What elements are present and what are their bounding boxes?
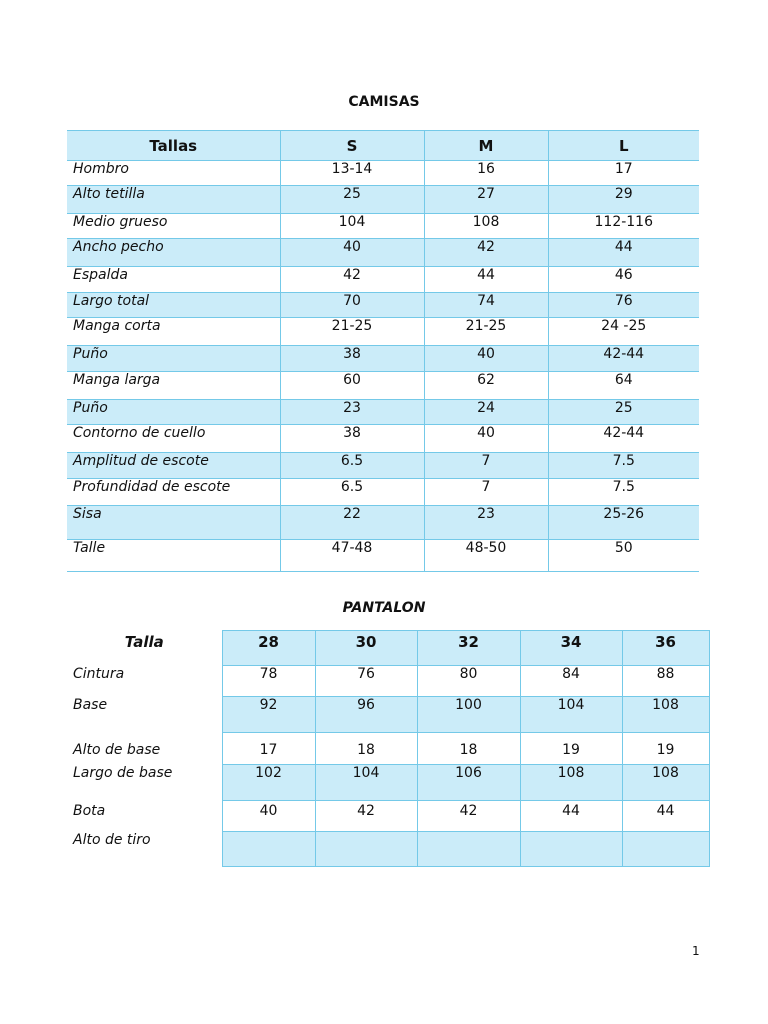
row-label: Contorno de cuello bbox=[67, 425, 280, 453]
cell-32: 42 bbox=[417, 801, 520, 832]
cell-30: 96 bbox=[315, 697, 417, 733]
table-row bbox=[67, 293, 699, 318]
table-row bbox=[67, 186, 699, 214]
pantalon-title: PANTALON bbox=[342, 600, 426, 616]
table-row bbox=[67, 318, 699, 346]
cell-s: 13-14 bbox=[280, 161, 424, 186]
cell-32: 18 bbox=[417, 733, 520, 765]
cell-s: 25 bbox=[280, 186, 424, 214]
table-row bbox=[67, 765, 709, 801]
table-row bbox=[67, 425, 699, 453]
cell-l: 25 bbox=[548, 400, 699, 425]
cell-m: 16 bbox=[424, 161, 548, 186]
page-number: 1 bbox=[692, 944, 700, 958]
cell-30: 42 bbox=[315, 801, 417, 832]
column-header-30: 30 bbox=[315, 631, 417, 666]
cell-28 bbox=[222, 832, 315, 867]
table-row bbox=[67, 666, 709, 697]
cell-s: 47-48 bbox=[280, 540, 424, 572]
cell-s: 40 bbox=[280, 239, 424, 267]
row-label: Alto de base bbox=[73, 741, 161, 758]
cell-36: 108 bbox=[622, 765, 709, 801]
cell-s: 38 bbox=[280, 346, 424, 372]
cell-s: 21-25 bbox=[280, 318, 424, 346]
column-header-s: S bbox=[280, 131, 424, 161]
table-row bbox=[67, 733, 709, 765]
table-row bbox=[67, 267, 699, 293]
row-label: Puño bbox=[67, 346, 280, 372]
table-row bbox=[67, 801, 709, 832]
cell-34 bbox=[520, 832, 622, 867]
row-label: Hombro bbox=[67, 161, 280, 186]
cell-l: 7.5 bbox=[548, 479, 699, 506]
row-label: Sisa bbox=[67, 506, 280, 540]
cell-l: 44 bbox=[548, 239, 699, 267]
table-row bbox=[67, 453, 699, 479]
row-label: Cintura bbox=[73, 665, 125, 682]
table-row bbox=[67, 161, 699, 186]
cell-28: 78 bbox=[222, 666, 315, 697]
cell-28: 102 bbox=[222, 765, 315, 801]
table-row bbox=[67, 506, 699, 540]
cell-l: 64 bbox=[548, 372, 699, 400]
cell-l: 50 bbox=[548, 540, 699, 572]
cell-l: 42-44 bbox=[548, 425, 699, 453]
cell-30: 104 bbox=[315, 765, 417, 801]
row-label: Profundidad de escote bbox=[67, 479, 280, 506]
cell-36: 108 bbox=[622, 697, 709, 733]
column-header-34: 34 bbox=[520, 631, 622, 666]
table-row bbox=[67, 832, 709, 867]
row-label: Alto de tiro bbox=[73, 831, 151, 848]
row-label: Base bbox=[73, 696, 108, 713]
cell-m: 40 bbox=[424, 425, 548, 453]
cell-32: 106 bbox=[417, 765, 520, 801]
column-header-m: M bbox=[424, 131, 548, 161]
camisas-table bbox=[67, 130, 699, 572]
cell-36: 19 bbox=[622, 733, 709, 765]
cell-28: 92 bbox=[222, 697, 315, 733]
row-label: Espalda bbox=[67, 267, 280, 293]
cell-m: 108 bbox=[424, 214, 548, 239]
cell-34: 44 bbox=[520, 801, 622, 832]
column-header-36: 36 bbox=[622, 631, 709, 666]
table-row bbox=[67, 400, 699, 425]
table-row bbox=[67, 697, 709, 733]
cell-m: 74 bbox=[424, 293, 548, 318]
cell-28: 40 bbox=[222, 801, 315, 832]
row-label: Ancho pecho bbox=[67, 239, 280, 267]
cell-l: 29 bbox=[548, 186, 699, 214]
cell-32 bbox=[417, 832, 520, 867]
row-label: Medio grueso bbox=[67, 214, 280, 239]
cell-36: 44 bbox=[622, 801, 709, 832]
table-row bbox=[67, 540, 699, 572]
row-label: Talle bbox=[67, 540, 280, 572]
cell-s: 23 bbox=[280, 400, 424, 425]
cell-s: 6.5 bbox=[280, 479, 424, 506]
cell-32: 100 bbox=[417, 697, 520, 733]
cell-30: 18 bbox=[315, 733, 417, 765]
cell-30 bbox=[315, 832, 417, 867]
cell-34: 104 bbox=[520, 697, 622, 733]
cell-s: 38 bbox=[280, 425, 424, 453]
column-header-tallas: Tallas bbox=[67, 131, 280, 161]
cell-l: 25-26 bbox=[548, 506, 699, 540]
cell-l: 46 bbox=[548, 267, 699, 293]
cell-m: 7 bbox=[424, 453, 548, 479]
row-label: Largo total bbox=[67, 293, 280, 318]
cell-m: 21-25 bbox=[424, 318, 548, 346]
cell-36 bbox=[622, 832, 709, 867]
cell-l: 112-116 bbox=[548, 214, 699, 239]
cell-m: 24 bbox=[424, 400, 548, 425]
cell-30: 76 bbox=[315, 666, 417, 697]
cell-28: 17 bbox=[222, 733, 315, 765]
column-header-l: L bbox=[548, 131, 699, 161]
table-row bbox=[67, 214, 699, 239]
cell-32: 80 bbox=[417, 666, 520, 697]
cell-s: 60 bbox=[280, 372, 424, 400]
table-row bbox=[67, 372, 699, 400]
cell-l: 76 bbox=[548, 293, 699, 318]
row-label: Bota bbox=[73, 802, 106, 819]
cell-l: 7.5 bbox=[548, 453, 699, 479]
cell-m: 27 bbox=[424, 186, 548, 214]
table-row bbox=[67, 346, 699, 372]
row-label: Amplitud de escote bbox=[67, 453, 280, 479]
row-label: Largo de base bbox=[73, 764, 173, 781]
cell-m: 42 bbox=[424, 239, 548, 267]
cell-s: 22 bbox=[280, 506, 424, 540]
cell-l: 42-44 bbox=[548, 346, 699, 372]
cell-m: 48-50 bbox=[424, 540, 548, 572]
row-label: Manga larga bbox=[67, 372, 280, 400]
camisas-header-row bbox=[67, 131, 699, 161]
row-label: Puño bbox=[67, 400, 280, 425]
table-row bbox=[67, 479, 699, 506]
pantalon-table bbox=[67, 630, 710, 867]
column-header-28: 28 bbox=[222, 631, 315, 666]
pantalon-header-row bbox=[67, 631, 709, 666]
cell-s: 6.5 bbox=[280, 453, 424, 479]
cell-s: 42 bbox=[280, 267, 424, 293]
cell-l: 17 bbox=[548, 161, 699, 186]
cell-m: 23 bbox=[424, 506, 548, 540]
camisas-title: CAMISAS bbox=[348, 94, 420, 110]
cell-36: 88 bbox=[622, 666, 709, 697]
table-row bbox=[67, 239, 699, 267]
cell-m: 44 bbox=[424, 267, 548, 293]
cell-s: 70 bbox=[280, 293, 424, 318]
cell-m: 62 bbox=[424, 372, 548, 400]
row-label: Alto tetilla bbox=[67, 186, 280, 214]
cell-34: 19 bbox=[520, 733, 622, 765]
column-header-talla: Talla bbox=[124, 632, 164, 651]
column-header-32: 32 bbox=[417, 631, 520, 666]
cell-l: 24 -25 bbox=[548, 318, 699, 346]
cell-m: 40 bbox=[424, 346, 548, 372]
cell-34: 108 bbox=[520, 765, 622, 801]
row-label: Manga corta bbox=[67, 318, 280, 346]
cell-34: 84 bbox=[520, 666, 622, 697]
cell-m: 7 bbox=[424, 479, 548, 506]
cell-s: 104 bbox=[280, 214, 424, 239]
